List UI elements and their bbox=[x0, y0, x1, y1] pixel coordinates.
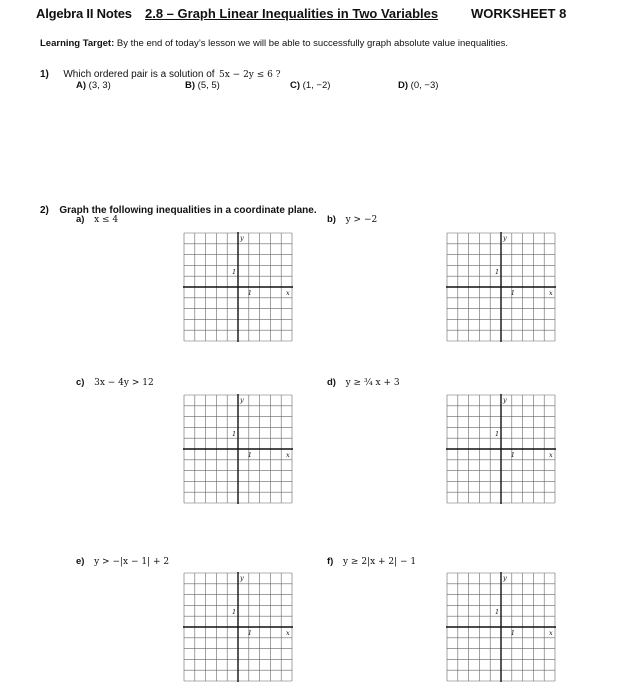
option-d-value: (0, −3) bbox=[410, 80, 439, 91]
coordinate-grid-e[interactable] bbox=[183, 572, 293, 682]
y-unit-label: 1 bbox=[495, 430, 500, 439]
y-unit-label: 1 bbox=[495, 268, 500, 277]
grid-svg bbox=[183, 572, 293, 682]
learning-target bbox=[40, 38, 508, 49]
x-unit-label: 1 bbox=[510, 629, 515, 637]
option-c bbox=[290, 80, 330, 91]
grid-svg bbox=[446, 572, 556, 682]
grid-svg bbox=[183, 394, 293, 504]
grid-svg bbox=[183, 232, 293, 342]
y-axis-label: y bbox=[240, 574, 244, 582]
y-axis-label: y bbox=[503, 574, 507, 582]
option-b bbox=[185, 80, 220, 91]
learning-target-text: By the end of today’s lesson we will be able to successfully graph absolute value inequalities. bbox=[116, 38, 509, 49]
grid-svg bbox=[446, 394, 556, 504]
part-e-expression: y > −|x − 1| + 2 bbox=[94, 557, 170, 567]
option-a bbox=[76, 80, 111, 91]
x-unit-label: 1 bbox=[510, 289, 515, 297]
part-a-letter: a) bbox=[76, 214, 85, 225]
question-1-prompt: Which ordered pair is a solution of bbox=[63, 69, 215, 80]
option-a-value: (3, 3) bbox=[88, 80, 111, 91]
option-b-value: (5, 5) bbox=[197, 80, 220, 91]
option-c-value: (1, −2) bbox=[302, 80, 331, 91]
x-axis-label: x bbox=[549, 629, 553, 637]
part-c bbox=[76, 377, 154, 388]
grid-svg bbox=[446, 232, 556, 342]
x-unit-label: 1 bbox=[247, 629, 252, 637]
x-unit-label: 1 bbox=[247, 451, 252, 459]
x-axis-label: x bbox=[286, 629, 290, 637]
x-axis-label: x bbox=[286, 451, 290, 459]
part-d-letter: d) bbox=[327, 377, 336, 388]
course-name: Algebra II Notes bbox=[36, 6, 132, 21]
part-c-letter: c) bbox=[76, 377, 85, 388]
part-a bbox=[76, 214, 118, 225]
coordinate-grid-a[interactable] bbox=[183, 232, 293, 342]
y-axis-label: y bbox=[503, 396, 507, 404]
part-a-expression: x ≤ 4 bbox=[94, 215, 119, 225]
question-1-expression: 5x − 2y ≤ 6 ? bbox=[219, 70, 281, 80]
y-unit-label: 1 bbox=[232, 430, 237, 439]
part-e bbox=[76, 556, 169, 567]
part-f bbox=[327, 556, 416, 567]
page-title: 2.8 – Graph Linear Inequalities in Two Variables bbox=[145, 6, 439, 21]
option-d-letter: D) bbox=[398, 80, 409, 91]
question-2-number: 2) bbox=[40, 205, 49, 216]
learning-target-label: Learning Target: bbox=[40, 38, 115, 49]
option-c-letter: C) bbox=[290, 80, 301, 91]
part-b bbox=[327, 214, 377, 225]
part-f-expression: y ≥ 2|x + 2| − 1 bbox=[342, 557, 417, 567]
question-1-number: 1) bbox=[40, 69, 49, 80]
x-unit-label: 1 bbox=[510, 451, 515, 459]
y-axis-label: y bbox=[240, 234, 244, 242]
y-unit-label: 1 bbox=[232, 608, 237, 617]
x-unit-label: 1 bbox=[247, 289, 252, 297]
coordinate-grid-c[interactable] bbox=[183, 394, 293, 504]
option-d bbox=[398, 80, 438, 91]
part-c-expression: 3x − 4y > 12 bbox=[94, 378, 154, 388]
part-b-letter: b) bbox=[327, 214, 336, 225]
y-axis-label: y bbox=[503, 234, 507, 242]
coordinate-grid-b[interactable] bbox=[446, 232, 556, 342]
y-unit-label: 1 bbox=[232, 268, 237, 277]
option-a-letter: A) bbox=[76, 80, 87, 91]
x-axis-label: x bbox=[549, 451, 553, 459]
coordinate-grid-d[interactable] bbox=[446, 394, 556, 504]
part-d bbox=[327, 377, 400, 388]
x-axis-label: x bbox=[549, 289, 553, 297]
part-f-letter: f) bbox=[327, 556, 334, 567]
x-axis-label: x bbox=[286, 289, 290, 297]
y-axis-label: y bbox=[240, 396, 244, 404]
option-b-letter: B) bbox=[185, 80, 196, 91]
coordinate-grid-f[interactable] bbox=[446, 572, 556, 682]
part-d-expression: y ≥ ¾ x + 3 bbox=[345, 378, 400, 388]
worksheet-label: WORKSHEET 8 bbox=[471, 6, 567, 21]
y-unit-label: 1 bbox=[495, 608, 500, 617]
part-e-letter: e) bbox=[76, 556, 85, 567]
part-b-expression: y > −2 bbox=[345, 215, 378, 225]
question-2-prompt: Graph the following inequalities in a coordinate plane. bbox=[59, 205, 317, 216]
